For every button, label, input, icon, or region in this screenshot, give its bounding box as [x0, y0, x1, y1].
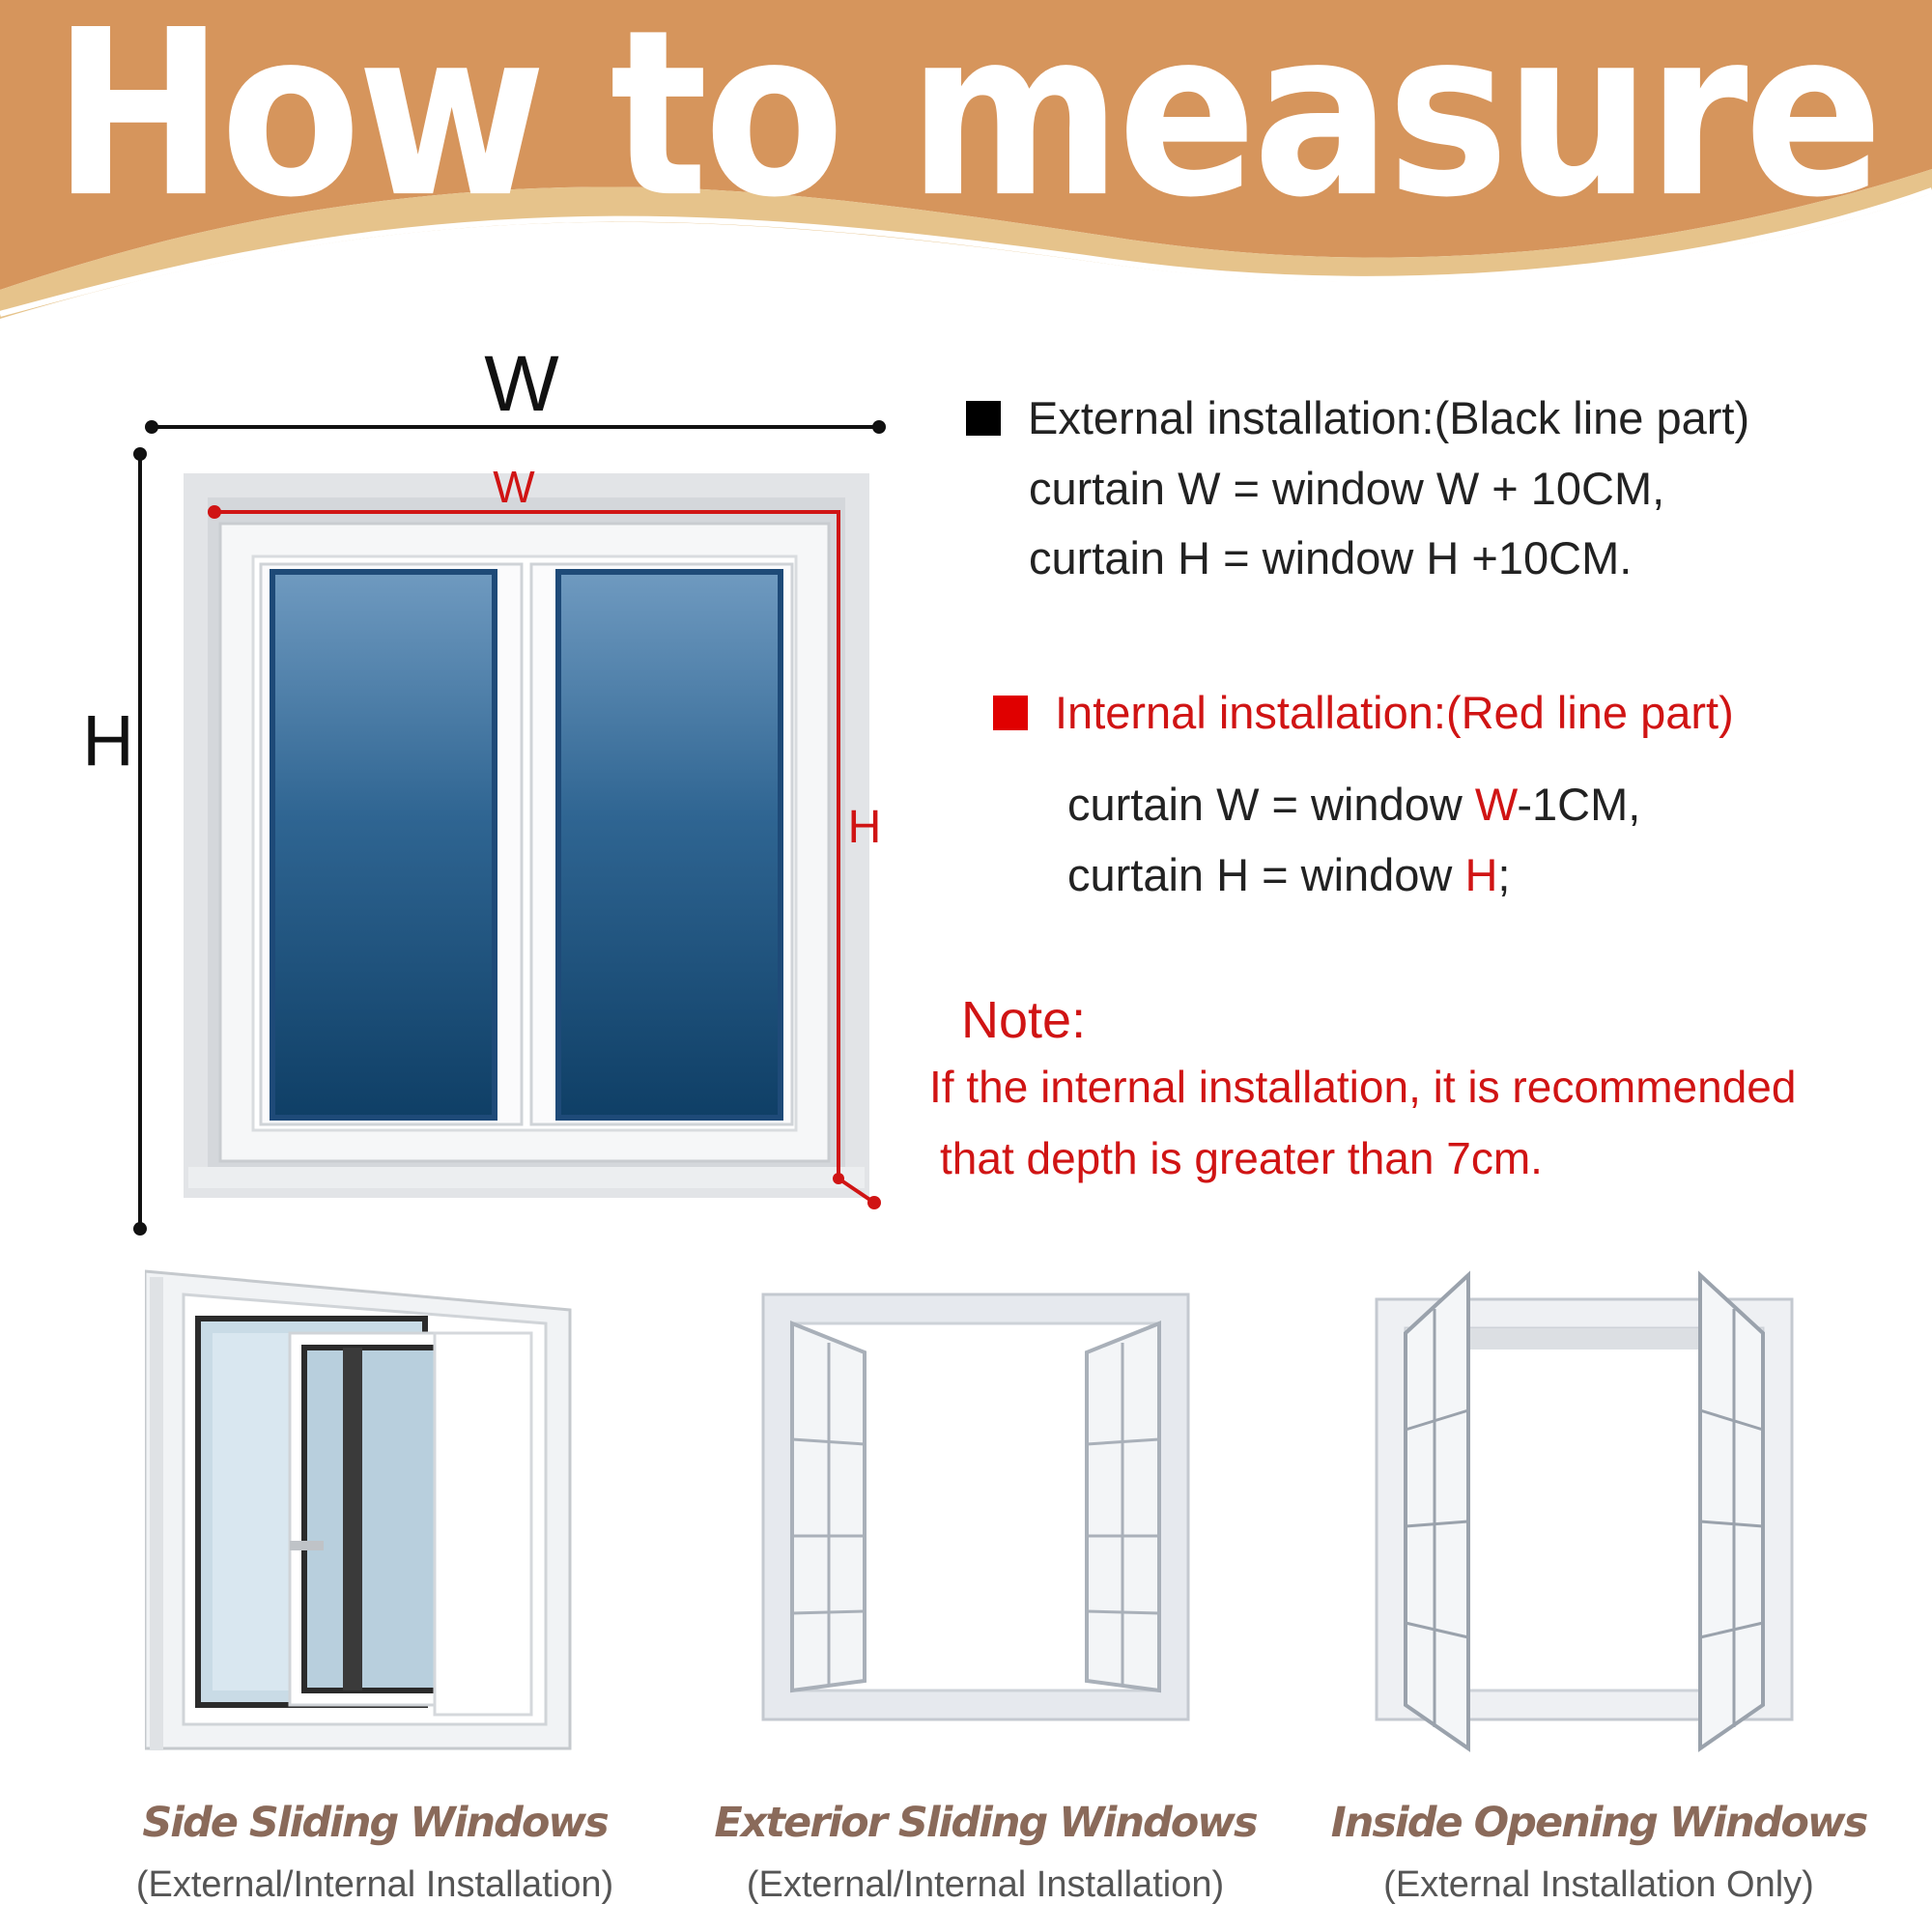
exterior-sliding-title: Exterior Sliding Windows: [714, 1799, 1257, 1847]
outer-height-label: H: [82, 700, 134, 781]
internal-installation-heading: Internal installation:(Red line part): [993, 686, 1734, 739]
inside-opening-window-icon: [1362, 1265, 1806, 1768]
inner-width-label: W: [493, 462, 535, 512]
exterior-sliding-subtitle: (External/Internal Installation): [746, 1864, 1225, 1905]
exterior-opening-window-icon: [753, 1265, 1198, 1768]
glass-pane-right: [558, 572, 781, 1118]
external-width-rule: curtain W = window W + 10CM,: [1029, 463, 1665, 514]
external-installation-heading: External installation:(Black line part): [966, 391, 1749, 444]
side-sliding-window-icon: [145, 1265, 589, 1768]
inner-height-label: H: [847, 802, 882, 853]
side-sliding-title: Side Sliding Windows: [142, 1799, 608, 1847]
inside-opening-title: Inside Opening Windows: [1330, 1799, 1867, 1847]
inside-opening-subtitle: (External Installation Only): [1383, 1864, 1814, 1905]
red-square-icon: [993, 696, 1028, 730]
note-line-2: that depth is greater than 7cm.: [940, 1133, 1543, 1183]
side-sliding-subtitle: (External/Internal Installation): [135, 1864, 614, 1905]
note-line-1: If the internal installation, it is recommended: [929, 1062, 1797, 1112]
note-title: Note:: [961, 991, 1087, 1049]
outer-width-label: W: [484, 340, 559, 428]
internal-width-rule: curtain W = window W-1CM,: [1067, 779, 1641, 830]
external-height-rule: curtain H = window H +10CM.: [1029, 532, 1633, 583]
glass-pane-left: [272, 572, 495, 1118]
internal-height-rule: curtain H = window H;: [1067, 849, 1511, 900]
page-title: How to measure: [52, 0, 1880, 248]
measure-diagram: [0, 319, 927, 1256]
black-square-icon: [966, 401, 1001, 436]
